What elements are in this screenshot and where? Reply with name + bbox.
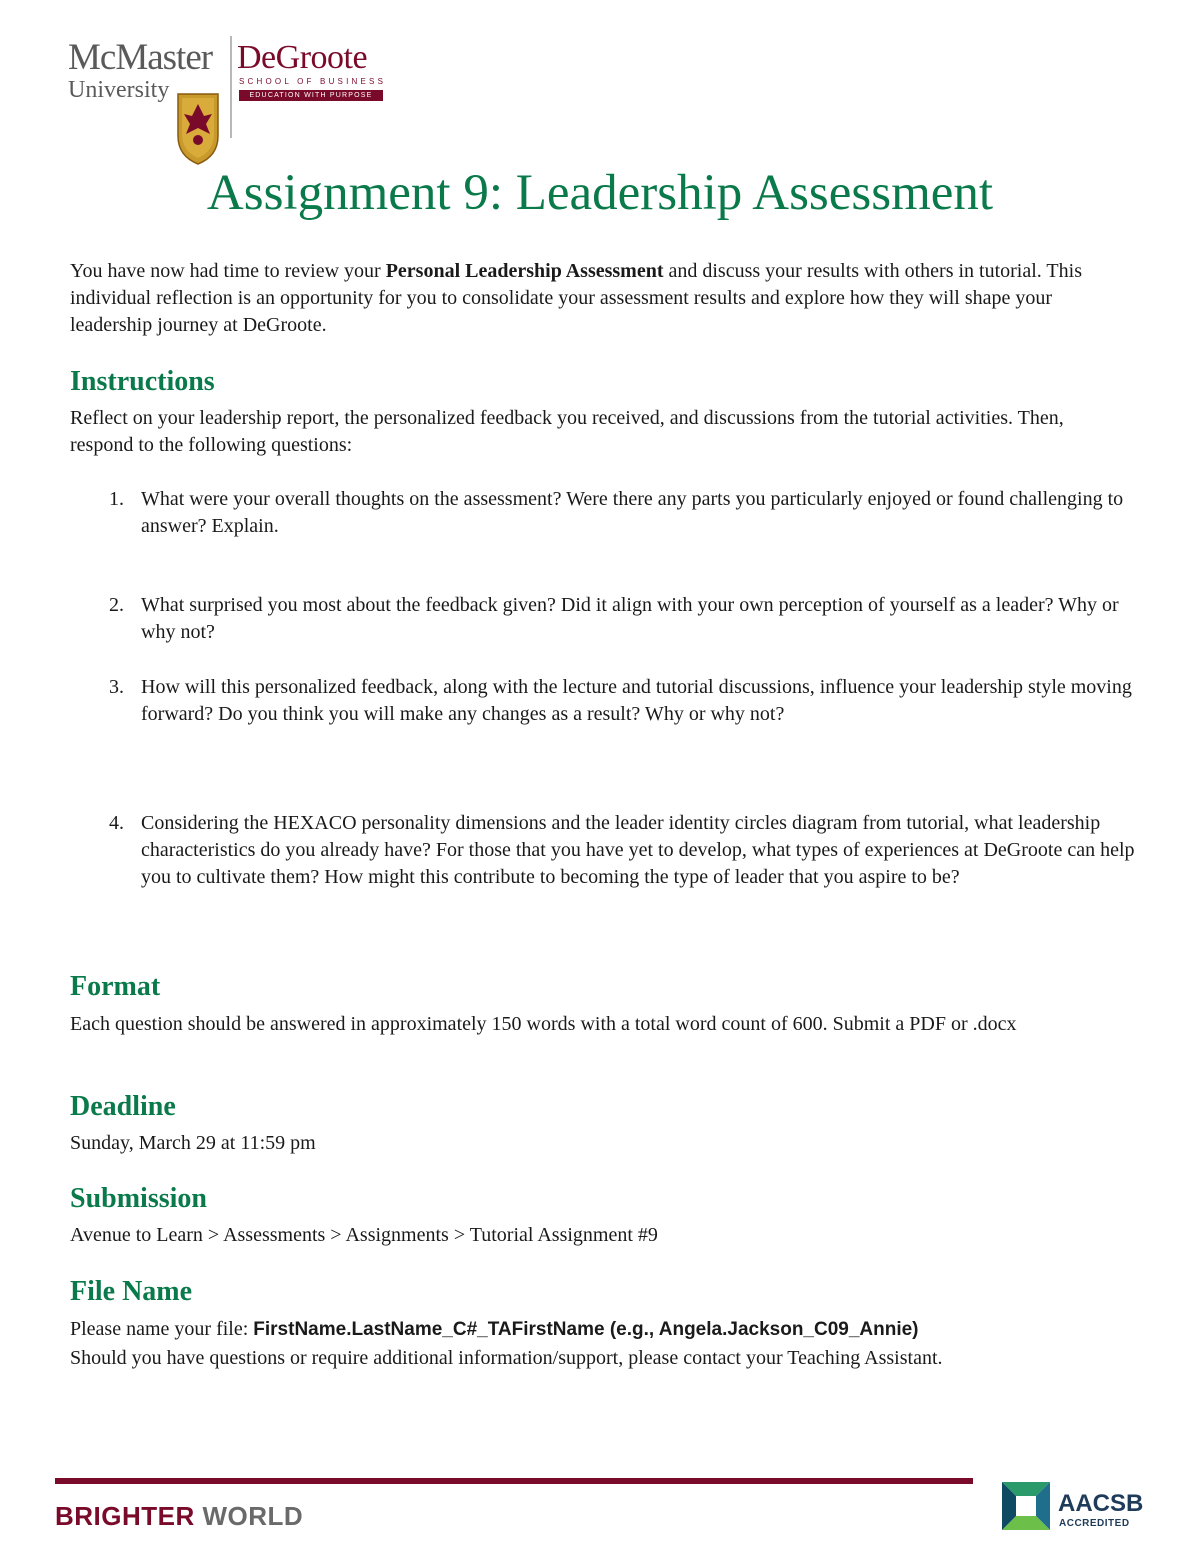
footer-rule [55, 1478, 973, 1484]
intro-text-after: and discuss your results with others in tutorial. This individual reflection is an opportunity for you to consolidate your assessment results and explore how they will shape your leadership journey at DeGroote. [70, 260, 1082, 336]
file-name-prefix: Please name your file: [70, 1318, 254, 1340]
format-text: Each question should be answered in approximately 150 words with a total word count of 600. Submit a PDF or .docx [70, 1013, 1017, 1035]
submission-heading: Submission [70, 1183, 207, 1214]
deadline-text: Sunday, March 29 at 11:59 pm [70, 1132, 316, 1154]
slogan-world: WORLD [194, 1501, 304, 1531]
degroote-name: DeGroote [237, 39, 368, 76]
contact-text: Should you have questions or require additional information/support, please contact your Teaching Assistant. [70, 1347, 943, 1369]
submission-path: Avenue to Learn > Assessments > Assignments > Tutorial Assignment #9 [70, 1224, 658, 1246]
file-name-heading: File Name [70, 1276, 193, 1307]
question-text: How will this personalized feedback, along with the lecture and tutorial discussions, influence your leadership style moving forward? Do you think you will make any changes as a result? Why or why not? [141, 676, 1132, 725]
degroote-tagline: EDUCATION WITH PURPOSE [239, 90, 383, 101]
format-heading: Format [70, 971, 161, 1002]
question-number: 4. [109, 812, 124, 834]
file-name-pattern: FirstName.LastName_C#_TAFirstName (e.g., Angela.Jackson_C09_Annie) [253, 1319, 919, 1340]
instructions-text: Reflect on your leadership report, the personalized feedback you received, and discussions from the tutorial activities. Then, respond to the following questions: [70, 407, 1064, 456]
instructions-heading: Instructions [70, 366, 215, 397]
degroote-logo [237, 40, 387, 102]
mcmaster-logo [68, 38, 230, 138]
intro-text-before: You have now had time to review your [70, 260, 386, 282]
degroote-school: SCHOOL OF BUSINESS [239, 77, 387, 86]
aacsb-name: AACSB [1058, 1490, 1144, 1517]
question-number: 1. [109, 488, 124, 510]
question-number: 3. [109, 676, 124, 698]
mcmaster-name: McMaster [68, 37, 213, 78]
question-number: 2. [109, 594, 124, 616]
crest-icon [176, 88, 220, 166]
question-text: What were your overall thoughts on the assessment? Were there any parts you particularly enjoyed or found challenging to answer? Explain. [141, 488, 1124, 537]
file-name-instruction [70, 1316, 1130, 1343]
slogan-brighter: BRIGHTER [55, 1501, 195, 1531]
deadline-heading: Deadline [70, 1091, 176, 1122]
aacsb-logo-icon [1002, 1482, 1050, 1530]
question-text: What surprised you most about the feedback given? Did it align with your own perception of yourself as a leader? Why or why not? [141, 594, 1119, 643]
intro-paragraph [70, 258, 1130, 339]
page-title: Assignment 9: Leadership Assessment [206, 165, 994, 221]
footer-slogan [55, 1500, 303, 1532]
intro-bold: Personal Leadership Assessment [385, 260, 664, 282]
logo-divider [230, 36, 232, 138]
aacsb-accredited: ACCREDITED [1059, 1518, 1130, 1529]
question-text: Considering the HEXACO personality dimensions and the leader identity circles diagram from tutorial, what leadership characteristics do you already have? For those that you have yet to develop, what types of experiences at DeGroote can help you to cultivate them? How might this contribute to becoming the type of leader that you aspire to be? [141, 812, 1135, 888]
mcmaster-university: University [68, 77, 170, 103]
